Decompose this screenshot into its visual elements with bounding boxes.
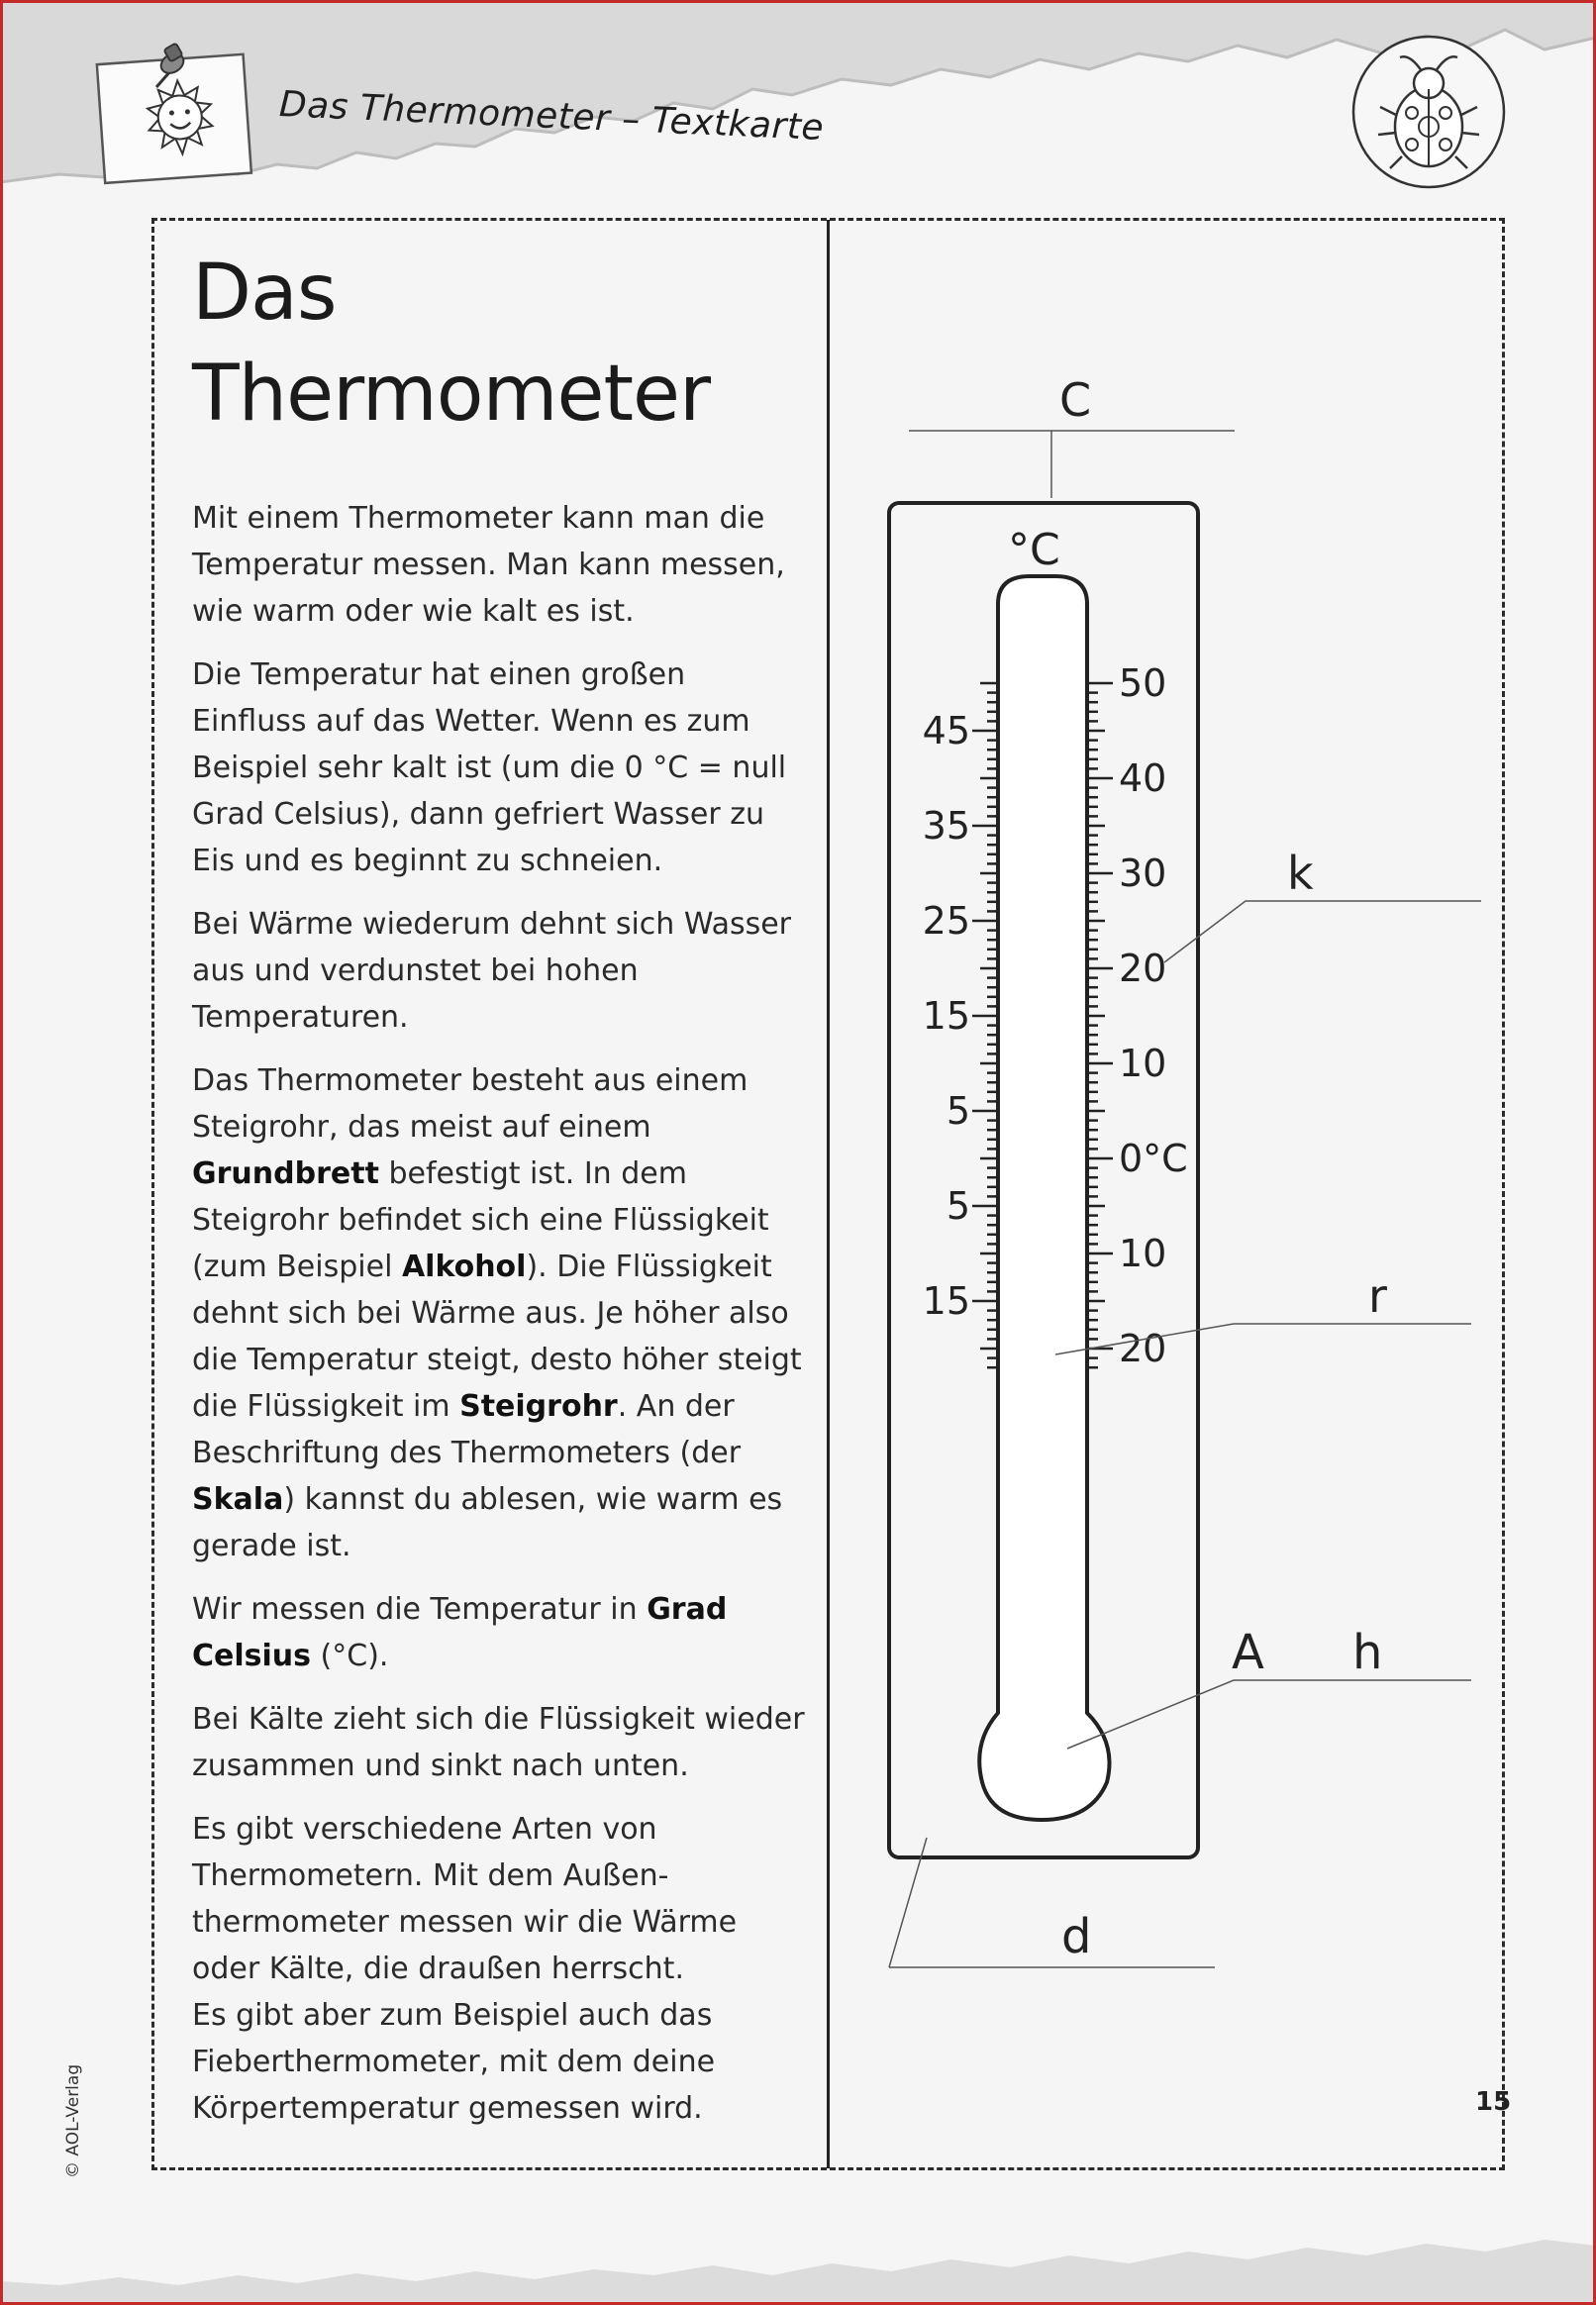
title-line-2: Thermometer	[192, 350, 711, 439]
column-divider	[827, 220, 830, 2168]
header-title: Das Thermometer – Textkarte	[278, 84, 825, 149]
paragraph-2: Die Temperatur hat einen großen Einfluss auf das Wetter. Wenn es zum Beispiel sehr kalt ist (um die 0 °C = null Grad Celsius), dann gefriert Wasser zu Eis und es beginnt zu schneien.	[192, 657, 787, 878]
label-r: r	[1368, 1269, 1387, 1323]
label-h: h	[1352, 1625, 1383, 1680]
left-scale-label: 35	[922, 804, 970, 848]
left-scale-label: 25	[922, 899, 970, 943]
left-scale	[923, 709, 970, 1323]
left-scale-label: 5	[946, 1184, 970, 1228]
paragraph-7	[192, 1806, 806, 2132]
right-scale-label: 20	[1119, 947, 1167, 990]
ladybug-logo-icon	[1350, 34, 1507, 190]
thermometer-diagram	[832, 356, 1505, 2000]
p4-text-d: ). Die Flüssigkeit dehnt sich bei Wärme aus. Je höher also die Temperatur steigt, desto höher steigt die Flüssigkeit im	[192, 1250, 802, 1424]
label-a: A	[1232, 1625, 1264, 1680]
p4-text-f: ) kannst du ablesen, wie warm es gerade ist.	[192, 1482, 783, 1563]
label-line-k	[1164, 901, 1481, 962]
right-scale-label: 30	[1119, 852, 1167, 895]
term-grundbrett: Grundbrett	[192, 1156, 379, 1191]
paragraph-3: Bei Wärme wiederum dehnt sich Wasser aus und verdunstet bei hohen Temperaturen.	[192, 907, 792, 1035]
right-scale-label: 0°C	[1119, 1137, 1188, 1180]
p4-text-a: Das Thermometer besteht aus einem Steigrohr, das meist auf einem	[192, 1063, 748, 1145]
paragraph-5	[192, 1586, 806, 1679]
title-line-1: Das	[192, 249, 337, 338]
p5-text-a: Wir messen die Temperatur in	[192, 1592, 648, 1627]
term-steigrohr: Steigrohr	[459, 1389, 618, 1424]
p4-text-c: befestigt ist. In dem Steigrohr befindet sich eine Flüssigkeit (zum Beispiel	[192, 1156, 769, 1284]
left-scale-label: 15	[922, 994, 970, 1038]
label-line-ah	[1067, 1680, 1471, 1749]
term-alkohol: Alkohol	[401, 1250, 527, 1284]
term-grad-celsius: Grad Celsius	[192, 1592, 728, 1673]
label-c: C	[1059, 373, 1092, 427]
p7-text-a: Es gibt verschiedene Arten von Thermometern. Mit dem Außen-	[192, 1812, 669, 1893]
paragraph-4	[192, 1057, 806, 1569]
paragraph-1: Mit einem Thermometer kann man die Temperatur messen. Man kann messen, wie warm oder wie kalt es ist.	[192, 501, 785, 629]
p7-text-c: Es gibt aber zum Beispiel auch das Fieberthermometer, mit dem deine Körpertemperatur gemessen wird.	[192, 1998, 716, 2126]
label-d: d	[1061, 1909, 1092, 1964]
label-lines	[889, 431, 1481, 1967]
torn-paper-footer	[0, 2186, 1596, 2305]
right-scale-label: 10	[1119, 1232, 1167, 1275]
left-scale-label: 5	[946, 1089, 970, 1133]
left-scale-label: 15	[922, 1279, 970, 1323]
sun-note-icon	[91, 42, 254, 185]
body-text	[192, 495, 806, 2149]
left-scale-label: 45	[922, 709, 970, 752]
page-title	[192, 243, 710, 445]
unit-label: °C	[1008, 525, 1060, 575]
page-number: 15	[1475, 2087, 1512, 2117]
p4-text-e: . An der Beschriftung des Thermometers (der	[192, 1389, 742, 1470]
p7-text-b: thermometer messen wir die Wärme oder Kälte, die draußen herrscht.	[192, 1905, 738, 1986]
right-scale-label: 20	[1119, 1327, 1167, 1370]
right-scale	[1119, 661, 1188, 1370]
right-scale-label: 50	[1119, 661, 1167, 705]
right-scale-label: 40	[1119, 756, 1167, 800]
p5-text-c: (°C).	[311, 1639, 389, 1673]
right-scale-label: 10	[1119, 1042, 1167, 1085]
term-skala: Skala	[192, 1482, 284, 1517]
paragraph-6: Bei Kälte zieht sich die Flüssigkeit wieder zusammen und sinkt nach unten.	[192, 1702, 805, 1783]
label-k: k	[1287, 847, 1314, 900]
label-line-r	[1055, 1324, 1471, 1354]
thermometer-tube	[979, 576, 1109, 1820]
copyright-text: © AOL-Verlag	[63, 2063, 83, 2178]
